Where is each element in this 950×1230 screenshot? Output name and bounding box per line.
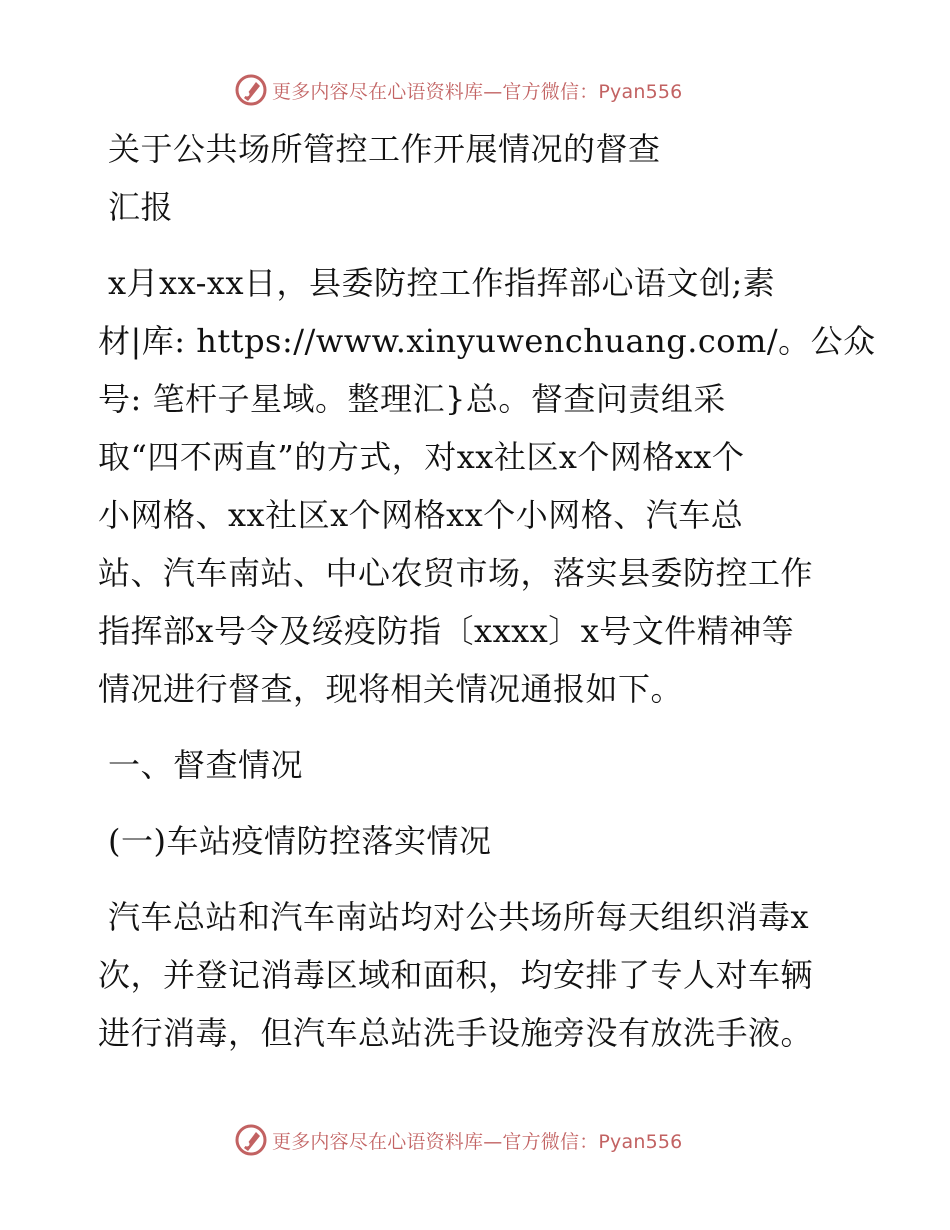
watermark-footer (234, 1122, 682, 1158)
intro-paragraph (98, 260, 876, 712)
paragraph-line: 小网格、xx社区x个网格xx个小网格、汽车总 (98, 496, 744, 534)
paragraph-line: 进行消毒，但汽车总站洗手设施旁没有放洗手液。 (98, 1014, 814, 1052)
paragraph-line: 材|库: https://www.xinyuwenchuang.com/。公众 (98, 322, 876, 360)
document-title: 关于公共场所管控工作开展情况的督查 (108, 130, 661, 168)
paragraph-line: 情况进行督查，现将相关情况通报如下。 (98, 670, 684, 708)
paragraph-line: 取“四不两直”的方式，对xx社区x个网格xx个 (98, 438, 745, 476)
paragraph-line: 号: 笔杆子星域。整理汇}总。督查问责组采 (98, 380, 726, 418)
document-body (98, 126, 876, 1056)
watermark-header (234, 72, 682, 108)
paragraph-line: 汽车总站和汽车南站均对公共场所每天组织消毒x (108, 898, 810, 936)
paragraph-line: 次，并登记消毒区域和面积，均安排了专人对车辆 (98, 956, 814, 994)
watermark-text: 更多内容尽在心语资料库—官方微信：Pyan556 (272, 1130, 683, 1153)
pen-logo-icon (234, 1123, 268, 1157)
document-title-continued: 汇报 (108, 188, 174, 226)
paragraph-line: x月xx-xx日，县委防控工作指挥部心语文创;素 (108, 264, 776, 302)
section-heading: 一、督查情况 (108, 746, 304, 784)
pen-logo-icon (234, 73, 268, 107)
paragraph-line: 站、汽车南站、中心农贸市场，落实县委防控工作 (98, 554, 814, 592)
subsection-heading: (一)车站疫情防控落实情况 (108, 822, 492, 860)
body-paragraph (98, 894, 858, 1056)
paragraph-line: 指挥部x号令及绥疫防指〔xxxx〕x号文件精神等 (98, 612, 795, 650)
watermark-text: 更多内容尽在心语资料库—官方微信：Pyan556 (272, 80, 683, 103)
